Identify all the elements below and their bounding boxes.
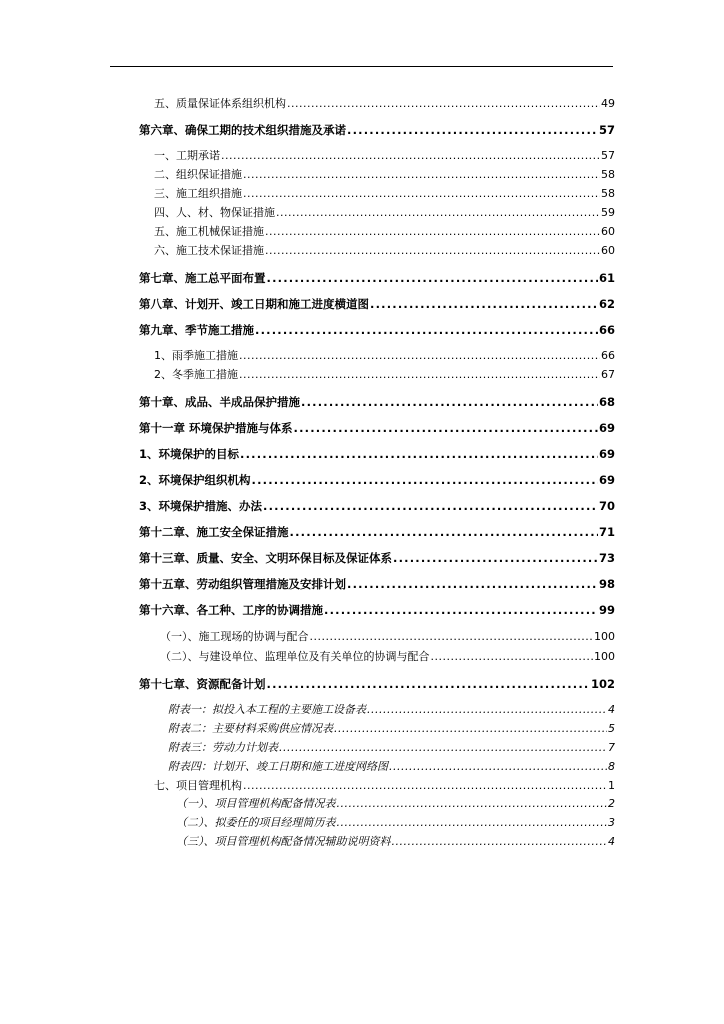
toc-leader: [301, 395, 598, 409]
toc-entry-page: 5: [608, 722, 615, 735]
toc-entry-title: 二、组织保证措施: [154, 168, 242, 181]
toc-entry-page: 58: [601, 168, 615, 181]
toc-entry-page: 49: [601, 97, 615, 110]
toc-entry-chapter[interactable]: [139, 577, 615, 591]
toc-entry-page: 60: [601, 225, 615, 238]
toc-leader: [431, 650, 594, 664]
toc-entry-title: 2、环境保护组织机构: [139, 473, 251, 487]
toc-entry-title: 附表二：主要材料采购供应情况表: [168, 722, 333, 735]
toc-entry-chapter[interactable]: [139, 447, 615, 461]
toc-leader: [310, 630, 594, 644]
toc-entry[interactable]: [154, 168, 615, 182]
toc-entry-page: 98: [598, 577, 615, 591]
toc-leader: [287, 97, 600, 111]
toc-entry-title: 第九章、季节施工措施: [139, 323, 254, 337]
toc-entry-title: 第十七章、资源配备计划: [139, 677, 266, 691]
toc-entry-page: 67: [601, 368, 615, 381]
toc-leader: [243, 779, 607, 793]
toc-entry[interactable]: [154, 149, 615, 163]
toc-entry-chapter[interactable]: [139, 123, 615, 137]
toc-entry-title: 五、质量保证体系组织机构: [154, 97, 286, 110]
toc-entry-title: 第十二章、施工安全保证措施: [139, 525, 289, 539]
toc-leader: [290, 525, 598, 539]
toc-entry-chapter[interactable]: [139, 551, 615, 565]
toc-leader: [263, 499, 598, 513]
toc-leader: [347, 123, 598, 137]
toc-entry-title: 3、环境保护措施、办法: [139, 499, 263, 513]
toc-entry-title: 七、项目管理机构: [154, 779, 242, 792]
toc-entry-chapter[interactable]: [139, 395, 615, 409]
toc-entry-title: 2、冬季施工措施: [154, 368, 238, 381]
toc-leader: [393, 551, 598, 565]
toc-leader: [243, 168, 600, 182]
toc-entry-page: 71: [598, 525, 615, 539]
toc-entry-title: 第十三章、质量、安全、文明环保目标及保证体系: [139, 551, 392, 565]
toc-entry-title: 第六章、确保工期的技术组织措施及承诺: [139, 123, 346, 137]
toc-leader: [239, 368, 600, 382]
toc-entry-page: 100: [594, 650, 615, 663]
toc-leader: [267, 677, 590, 691]
toc-entry-page: 69: [598, 447, 615, 461]
toc-entry-page: 8: [608, 760, 615, 773]
toc-entry-chapter[interactable]: [139, 473, 615, 487]
toc-entry-title: 附表一：拟投入本工程的主要施工设备表: [168, 703, 366, 716]
toc-entry[interactable]: [154, 206, 615, 220]
toc-entry-appendix[interactable]: [168, 760, 615, 774]
toc-entry[interactable]: [154, 244, 615, 258]
toc-entry[interactable]: [154, 779, 615, 793]
toc-leader: [252, 473, 598, 487]
toc-entry-appendix[interactable]: [168, 741, 615, 755]
toc-entry-title: （二）、与建设单位、监理单位及有关单位的协调与配合: [160, 650, 430, 663]
toc-entry-title: 三、施工组织措施: [154, 187, 242, 200]
toc-entry-appendix[interactable]: [176, 797, 615, 811]
toc-entry-page: 62: [598, 297, 615, 311]
toc-leader: [221, 149, 600, 163]
toc-entry-chapter[interactable]: [139, 323, 615, 337]
toc-entry-page: 68: [598, 395, 615, 409]
toc-entry-page: 1: [608, 779, 615, 792]
toc-entry-page: 102: [590, 677, 615, 691]
toc-leader: [267, 271, 598, 285]
toc-entry-chapter[interactable]: [139, 603, 615, 617]
toc-entry[interactable]: [154, 97, 615, 111]
toc-entry-title: 附表三：劳动力计划表: [168, 741, 278, 754]
toc-entry-title: 第七章、施工总平面布置: [139, 271, 266, 285]
toc-leader: [276, 206, 600, 220]
toc-entry-chapter[interactable]: [139, 271, 615, 285]
toc-leader: [294, 421, 598, 435]
toc-entry-page: 69: [598, 473, 615, 487]
toc-leader: [240, 447, 598, 461]
toc-entry-title: 第八章、计划开、竣工日期和施工进度横道图: [139, 297, 369, 311]
toc-entry-title: 五、施工机械保证措施: [154, 225, 264, 238]
toc-entry-page: 7: [608, 741, 615, 754]
toc-entry-title: 1、环境保护的目标: [139, 447, 240, 461]
toc-leader: [265, 244, 600, 258]
toc-entry-title: 第十一章 环境保护措施与体系: [139, 421, 293, 435]
toc-entry-title: （一）、项目管理机构配备情况表: [176, 797, 336, 810]
toc-entry-title: 一、工期承诺: [154, 149, 220, 162]
toc-leader: [334, 722, 607, 736]
toc-entry-page: 3: [608, 816, 615, 829]
toc-entry-chapter[interactable]: [139, 421, 615, 435]
toc-entry-page: 59: [601, 206, 615, 219]
toc-entry-appendix[interactable]: [168, 703, 615, 717]
toc-leader: [370, 297, 598, 311]
toc-entry-chapter[interactable]: [139, 297, 615, 311]
toc-entry-title: （一）、施工现场的协调与配合: [160, 630, 309, 643]
toc-entry-page: 57: [601, 149, 615, 162]
toc-entry-chapter[interactable]: [139, 499, 615, 513]
toc-leader: [392, 835, 608, 849]
toc-entry-page: 99: [598, 603, 615, 617]
toc-entry-page: 61: [598, 271, 615, 285]
toc-entry-page: 58: [601, 187, 615, 200]
toc-entry-title: 四、人、材、物保证措施: [154, 206, 275, 219]
toc-entry-page: 70: [598, 499, 615, 513]
toc-leader: [265, 225, 600, 239]
toc-entry-appendix[interactable]: [176, 835, 615, 849]
toc-entry-title: 第十六章、各工种、工序的协调措施: [139, 603, 323, 617]
toc-leader: [347, 577, 598, 591]
toc-entry-appendix[interactable]: [176, 816, 615, 830]
toc-entry-page: 73: [598, 551, 615, 565]
toc-entry[interactable]: [160, 630, 615, 644]
toc-entry-chapter[interactable]: [139, 525, 615, 539]
toc-entry-page: 66: [601, 349, 615, 362]
toc-entry-page: 4: [608, 703, 615, 716]
toc-entry-title: 第十章、成品、半成品保护措施: [139, 395, 300, 409]
toc-leader: [255, 323, 598, 337]
toc-entry-title: 六、施工技术保证措施: [154, 244, 264, 257]
toc-entry-title: （二）、拟委任的项目经理简历表: [176, 816, 336, 829]
toc-leader: [367, 703, 607, 717]
toc-leader: [279, 741, 607, 755]
toc-entry-page: 57: [598, 123, 615, 137]
toc-leader: [239, 349, 600, 363]
toc-entry-page: 100: [594, 630, 615, 643]
toc-leader: [243, 187, 600, 201]
toc-entry[interactable]: [154, 225, 615, 239]
toc-entry-chapter[interactable]: [139, 677, 615, 691]
toc-entry[interactable]: [154, 187, 615, 201]
toc-entry-page: 2: [608, 797, 615, 810]
toc-entry-page: 4: [608, 835, 615, 848]
toc-entry-appendix[interactable]: [168, 722, 615, 736]
toc-entry-title: （三）、项目管理机构配备情况辅助说明资料: [176, 835, 391, 848]
toc-entry-page: 66: [598, 323, 615, 337]
toc-leader: [337, 797, 608, 811]
toc-leader: [324, 603, 598, 617]
toc-entry[interactable]: [154, 349, 615, 363]
toc-entry-page: 69: [598, 421, 615, 435]
toc-entry[interactable]: [154, 368, 615, 382]
toc-leader: [389, 760, 607, 774]
toc-entry-page: 60: [601, 244, 615, 257]
toc-entry-title: 第十五章、劳动组织管理措施及安排计划: [139, 577, 346, 591]
toc-leader: [337, 816, 608, 830]
toc-entry[interactable]: [160, 650, 615, 664]
toc-entry-title: 1、雨季施工措施: [154, 349, 238, 362]
toc-entry-title: 附表四：计划开、竣工日期和施工进度网络图: [168, 760, 388, 773]
